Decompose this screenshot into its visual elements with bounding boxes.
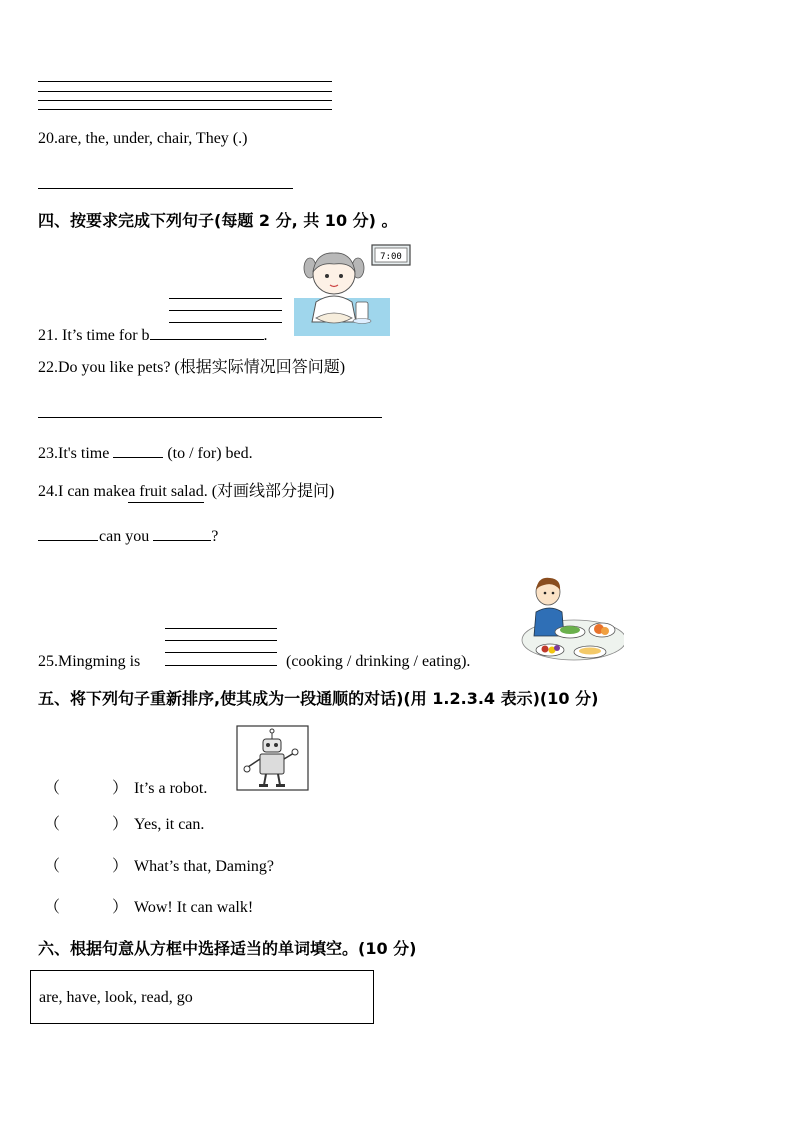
- close-paren: ）: [112, 899, 129, 916]
- answer-blank-24b[interactable]: [153, 524, 211, 541]
- open-paren: （: [44, 780, 61, 797]
- answer-line: [169, 310, 282, 311]
- answer-line: [38, 91, 332, 92]
- open-paren: （: [44, 899, 61, 916]
- answer-line: [165, 628, 277, 629]
- word-bank-box: [30, 970, 374, 1024]
- section-4-title: 四、按要求完成下列句子(每题 2 分, 共 10 分) 。: [38, 211, 398, 230]
- dialogue-line: What’s that, Daming?: [134, 858, 274, 875]
- order-item: [44, 898, 253, 918]
- question-23-prefix: 23.It's time: [38, 445, 114, 462]
- question-24-answer: [38, 524, 218, 547]
- answer-line: [165, 640, 277, 641]
- answer-line: [169, 298, 282, 299]
- close-paren: ）: [112, 816, 129, 833]
- dialogue-line: Yes, it can.: [134, 816, 205, 833]
- question-24-prefix: 24.I can make: [38, 483, 129, 500]
- answer-24-middle: can you: [99, 528, 150, 545]
- question-23: [38, 441, 253, 464]
- question-22: 22.Do you like pets? (根据实际情况回答问题): [38, 359, 346, 376]
- word-bank-text: are, have, look, read, go: [39, 989, 193, 1006]
- dialogue-line: Wow! It can walk!: [134, 899, 254, 916]
- dialogue-line: It’s a robot.: [134, 780, 208, 797]
- robot-illustration: [236, 725, 309, 791]
- open-paren: （: [44, 816, 61, 833]
- answer-line: [38, 100, 332, 101]
- question-21: [38, 323, 268, 346]
- answer-line-20[interactable]: [38, 188, 293, 189]
- girl-breakfast-illustration: [294, 242, 414, 338]
- order-item: [44, 857, 274, 877]
- boy-eating-illustration: [514, 572, 624, 664]
- order-item: [44, 815, 204, 835]
- answer-blank-25[interactable]: [165, 665, 277, 666]
- answer-blank-21[interactable]: [150, 323, 264, 340]
- answer-line-22[interactable]: [38, 417, 382, 418]
- question-24: [38, 482, 334, 503]
- section-5-title: 五、将下列句子重新排序,使其成为一段通顺的对话)(用 1.2.3.4 表示)(10 分): [38, 689, 599, 708]
- answer-line: [165, 652, 277, 653]
- clock-time: 7:00: [380, 252, 402, 262]
- answer-line: [38, 109, 332, 110]
- answer-24-end: ?: [211, 528, 219, 545]
- question-23-suffix: (to / for) bed.: [163, 445, 253, 462]
- close-paren: ）: [112, 780, 129, 797]
- answer-blank-23[interactable]: [113, 441, 163, 458]
- section-6-title: 六、根据句意从方框中选择适当的单词填空。(10 分): [38, 939, 417, 958]
- close-paren: ）: [112, 858, 129, 875]
- question-24-suffix: . (对画线部分提问): [203, 483, 335, 500]
- question-25-prefix: 25.Mingming is: [38, 653, 141, 670]
- open-paren: （: [44, 858, 61, 875]
- question-21-suffix: .: [263, 327, 268, 344]
- question-20: 20.are, the, under, chair, They (.): [38, 130, 248, 147]
- order-item: [44, 779, 207, 799]
- question-21-prefix: 21. It’s time for b: [38, 327, 150, 344]
- underlined-phrase: a fruit salad: [128, 482, 204, 503]
- answer-blank-24a[interactable]: [38, 524, 98, 541]
- question-25-suffix: (cooking / drinking / eating).: [286, 653, 471, 670]
- answer-line: [38, 81, 332, 82]
